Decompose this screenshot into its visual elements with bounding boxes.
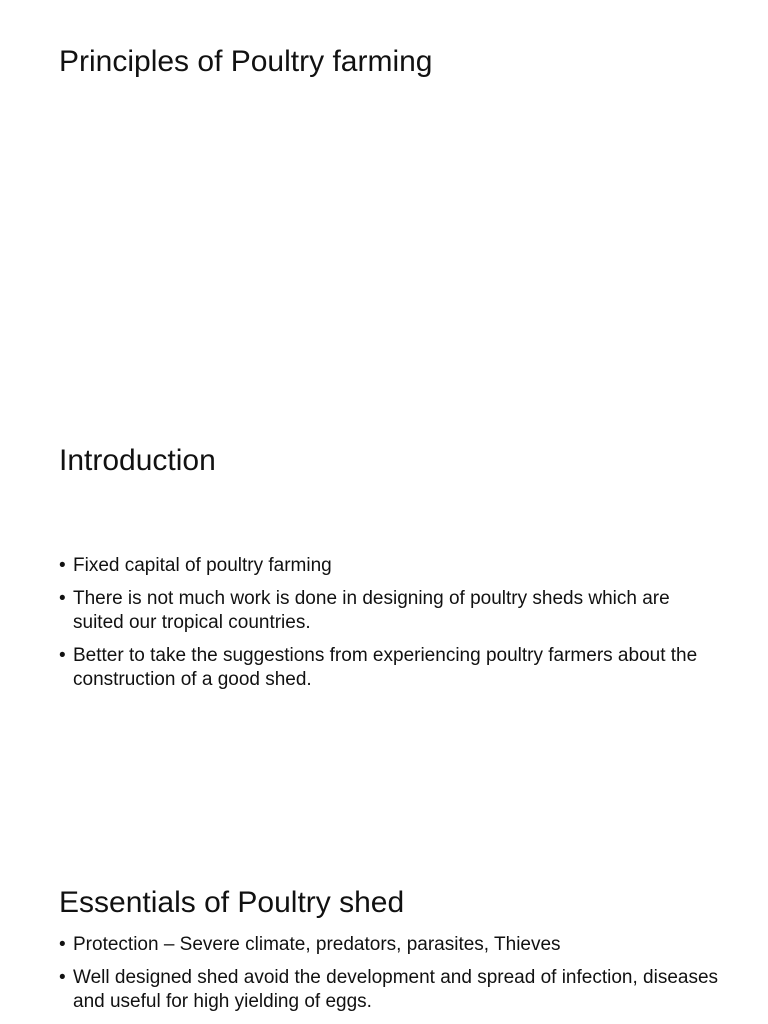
slide-introduction (0, 400, 768, 820)
slide-title: Principles of Poultry farming (59, 45, 433, 78)
bullet-dot-icon: • (59, 934, 66, 955)
slide-title: Introduction (59, 444, 216, 477)
bullet-list (59, 933, 719, 1023)
bullet-item (59, 966, 719, 1014)
slide-essentials (0, 820, 768, 1024)
bullet-item (59, 587, 719, 635)
bullet-text: Protection – Severe climate, predators, parasites, Thieves (73, 934, 561, 955)
bullet-list (59, 554, 719, 701)
bullet-item (59, 554, 719, 578)
bullet-item (59, 644, 719, 692)
bullet-dot-icon: • (59, 555, 66, 576)
bullet-dot-icon: • (59, 645, 66, 666)
bullet-text: There is not much work is done in designing of poultry sheds which are suited our tropical countries. (73, 588, 670, 633)
bullet-text: Fixed capital of poultry farming (73, 555, 332, 576)
bullet-item (59, 933, 719, 957)
bullet-text: Well designed shed avoid the development and spread of infection, diseases and useful for high yielding of eggs. (73, 967, 719, 1012)
slide-title: Essentials of Poultry shed (59, 886, 405, 919)
bullet-dot-icon: • (59, 967, 66, 988)
slide-principles (0, 0, 768, 400)
bullet-text: Better to take the suggestions from experiencing poultry farmers about the construction of a good shed. (73, 645, 698, 690)
bullet-dot-icon: • (59, 588, 66, 609)
